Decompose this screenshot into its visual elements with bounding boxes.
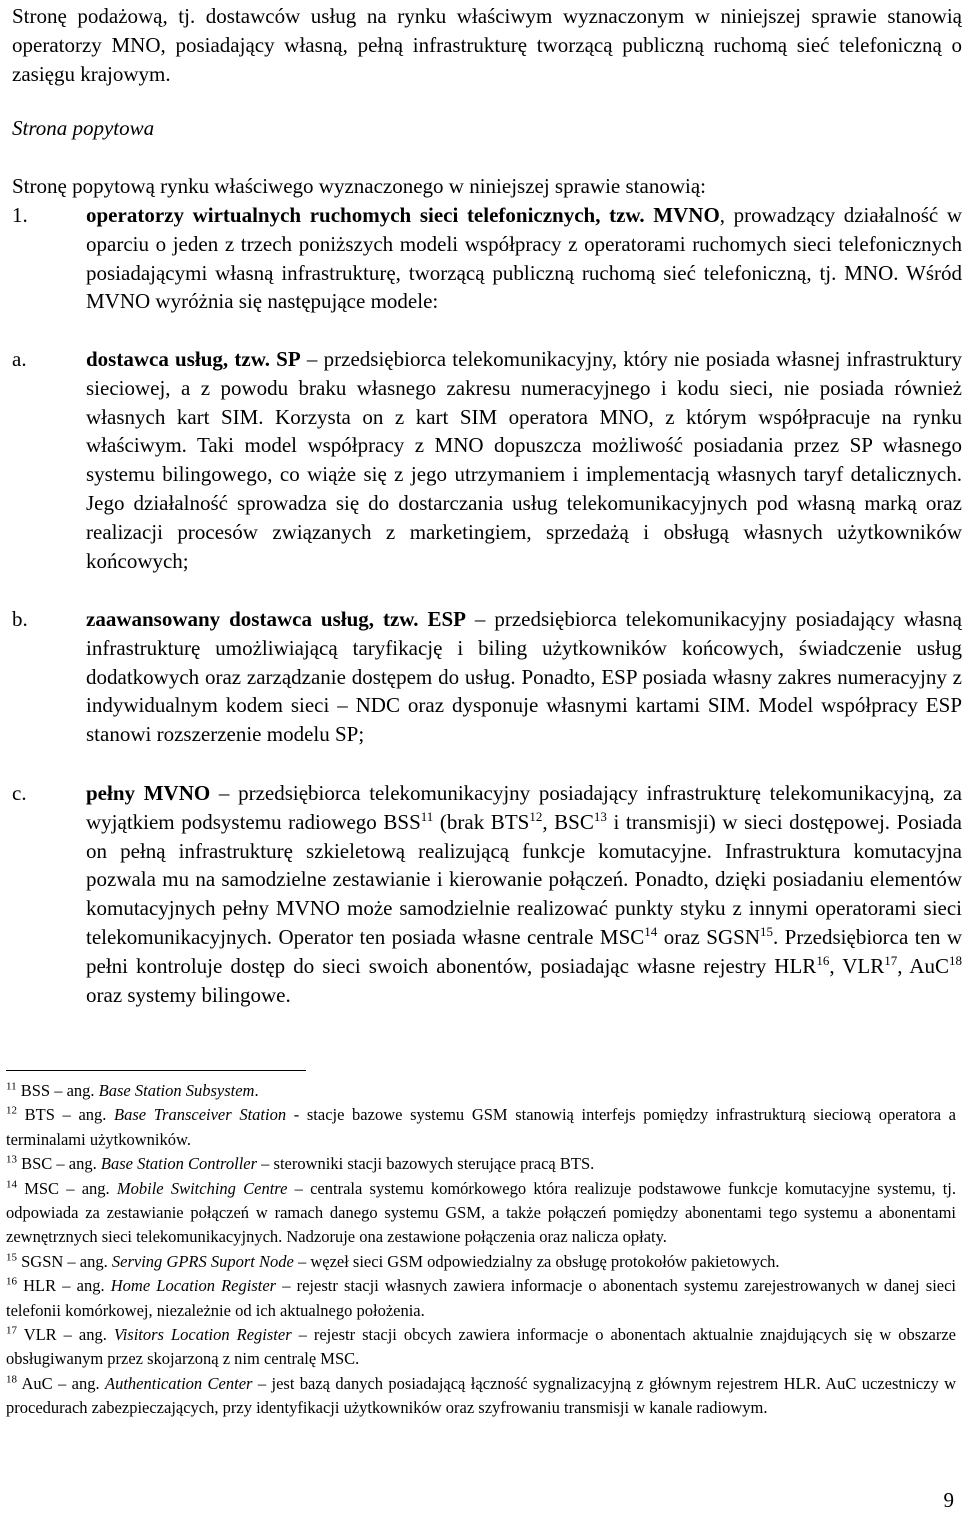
list-marker: b. [12,607,28,631]
list-item-content [86,605,962,749]
footnote [6,1323,956,1372]
footnote-text: – rejestr stacji własnych zawiera informacje o abonentach systemu zarejestrowanych w danej sieci telefonii komórkowej, niezależnie od ich aktualnego położenia. [6,1276,957,1320]
footnote-number: 18 [6,1373,17,1386]
list-item-1 [12,201,962,316]
list-marker: c. [12,781,27,805]
footnote-separator [6,1070,306,1071]
footnote-term: Mobile Switching Centre [116,1178,288,1198]
footnote-term: Authentication Center [105,1373,253,1393]
footnote-number: 13 [6,1153,17,1166]
list-item-content [86,201,962,316]
footnote [6,1103,956,1152]
footnote-text: – sterowniki stacji bazowych sterujące pracą BTS. [257,1154,595,1174]
item-term: zaawansowany dostawca usług, tzw. ESP [86,607,466,631]
footnote-ref[interactable]: 14 [644,923,658,939]
footnote [6,1079,956,1103]
footnote-term: Serving GPRS Suport Node [111,1251,294,1271]
list-item-a [12,345,962,575]
footnote-number: 14 [6,1178,17,1191]
footnote-abbr: BSC – ang. [17,1154,101,1174]
footnote-term: Base Station Controller [100,1154,258,1174]
footnote-text: - stacje bazowe systemu GSM stanowią interfejs pomiędzy infrastrukturą sieciową operatora a terminalami użytkowników. [6,1105,957,1149]
item-term: dostawca usług, tzw. SP [86,347,301,371]
footnote-term: Base Transceiver Station [114,1105,287,1125]
footnotes [6,1079,956,1421]
footnote-ref[interactable]: 17 [884,952,898,968]
footnote-ref[interactable]: 13 [593,808,607,824]
footnote-text: . [254,1081,259,1100]
footnote-abbr: AuC – ang. [17,1373,106,1393]
list-item-content: pełny MVNO – przedsiębiorca telekomunikacyjny posiadający infrastrukturę telekomunikacyjną, za wyjątkiem podsystemu radiowego BSS$^{11}$ (brak BTS$^{12}$, BSC$^{13}$ i transmisji) w sieci dostępowej. Posiada on pełną infrastrukturę szkieletową realizującą funkcje komutacyjne. Infrastruktura komutacyjna pozwala mu na samodzielne zestawianie i kierowanie połączeń. Ponadto, dzięki posiadaniu elementów komutacyjnych pełny MVNO może samodzielnie realizować punkty styku z innymi operatorami sieci telekomunikacyjnych. Operator ten posiada własne centrale MSC$^{14}$ oraz SGSN$^{15}$. Przedsiębiorca ten w pełni kontroluje dostęp do sieci swoich abonentów, posiadając własne rejestry HLR$^{16}$, VLR$^{17}$, AuC$^{18}$ oraz systemy bilingowe. [86,781,962,1007]
list-item-b [12,605,962,749]
footnote [6,1177,956,1250]
list-marker: 1. [12,203,28,227]
item-text: – przedsiębiorca telekomunikacyjny posiadający własną infrastrukturę umożliwiającą taryfikację i biling użytkowników końcowych, świadczenie usług dodatkowych oraz zarządzanie dostępem do usług. Ponadto, ESP posiada własny zakres numeracyjny z indywidualnym kodem sieci – NDC oraz dysponuje własnymi kartami SIM. Model współpracy ESP stanowi rozszerzenie modelu SP; [86,607,962,747]
footnote-abbr: BSS – ang. [16,1081,99,1100]
footnote-term: Home Location Register [110,1276,277,1296]
footnote-number: 12 [6,1104,17,1117]
footnote [6,1274,956,1323]
footnote-term: Visitors Location Register [113,1325,292,1345]
list-marker: a. [12,347,27,371]
footnote-abbr: BTS – ang. [17,1105,115,1125]
footnote-ref[interactable]: 12 [529,808,543,824]
footnote-number: 17 [6,1324,17,1337]
footnote-text: – jest bazą danych posiadającą łączność sygnalizacyjną z głównym rejestrem HLR. AuC uczestniczy w procedurach zabezpieczających, przy identyfikacji użytkowników oraz szyfrowaniu transmisji w kanale radiowym. [6,1373,956,1418]
footnote-number: 16 [6,1275,17,1288]
footnote-text: – węzeł sieci GSM odpowiedzialny za obsługę protokołów pakietowych. [293,1251,780,1271]
item-text: – przedsiębiorca telekomunikacyjny, który nie posiada własnej infrastruktury sieciowej, a z powodu braku własnego zakresu numeracyjnego i kodu sieci, nie posiada również własnych kart SIM. Korzysta on z kart SIM operatora MNO, z którym współpracuje na rynku właściwym. Taki model współpracy z MNO dopuszcza możliwość posiadania przez SP własnego systemu bilingowego, co wiąże się z jego utrzymaniem i implementacją własnych taryf detalicznych. Jego działalność sprowadza się do dostarczania usług telekomunikacyjnych pod własną marką oraz realizacji procesów związanych z marketingiem, sprzedażą i obsługą własnych użytkowników końcowych; [86,347,962,573]
footnote [6,1250,956,1274]
footnote-text: – rejestr stacji obcych zawiera informacje o abonentach aktualnie znajdujących się w obszarze obsługiwanym przez skojarzoną z nim centralę MSC. [6,1325,957,1369]
footnote-abbr: HLR – ang. [17,1276,111,1296]
footnote [6,1372,956,1421]
footnote-number: 15 [6,1251,17,1264]
footnote-ref[interactable]: 16 [816,952,830,968]
footnote [6,1152,956,1176]
intro-paragraph: Stronę podażową, tj. dostawców usług na rynku właściwym wyznaczonym w niniejszej sprawie stanowią operatorzy MNO, posiadający własną, pełną infrastrukturę tworzącą publiczną ruchomą sieć telefoniczną o zasięgu krajowym. [12,4,962,86]
section-heading: Strona popytowa [12,116,155,140]
footnote-ref[interactable]: 18 [949,952,962,968]
page-number: 9 [943,1488,954,1512]
list-item-c [12,779,962,1009]
footnote-ref[interactable]: 15 [759,923,773,939]
footnote-term: Base Station Subsystem [98,1081,255,1100]
item-term: pełny MVNO [86,781,211,805]
footnote-number: 11 [6,1080,17,1093]
footnote-text: – centrala systemu komórkowego która realizuje podstawowe funkcje komutacyjne systemu, tj. odpowiada za zestawianie połączeń w ramach danego systemu GSM, a także połączeń pomiędzy abonentami tego systemu a abonentami zewnętrznych sieci telekomunikacyjnych. Nadzoruje ona zestawione połączenia oraz nalicza opłaty. [6,1178,956,1247]
footnote-abbr: VLR – ang. [17,1325,114,1345]
lead-paragraph: Stronę popytową rynku właściwego wyznaczonego w niniejszej sprawie stanowią: [12,174,706,198]
item-term: operatorzy wirtualnych ruchomych sieci telefonicznych, tzw. MVNO [86,203,720,227]
item-text: , prowadzący działalność w oparciu o jeden z trzech poniższych modeli współpracy z operatorami ruchomych sieci telefonicznych posiadającymi własną infrastrukturę, tworzącą publiczną ruchomą sieć telefoniczną, tj. MNO. Wśród MVNO wyróżnia się następujące modele: [86,203,962,314]
footnote-ref[interactable]: 11 [420,808,434,824]
footnote-abbr: SGSN – ang. [17,1251,112,1271]
footnote-abbr: MSC – ang. [17,1178,117,1198]
list-item-content [86,345,962,575]
